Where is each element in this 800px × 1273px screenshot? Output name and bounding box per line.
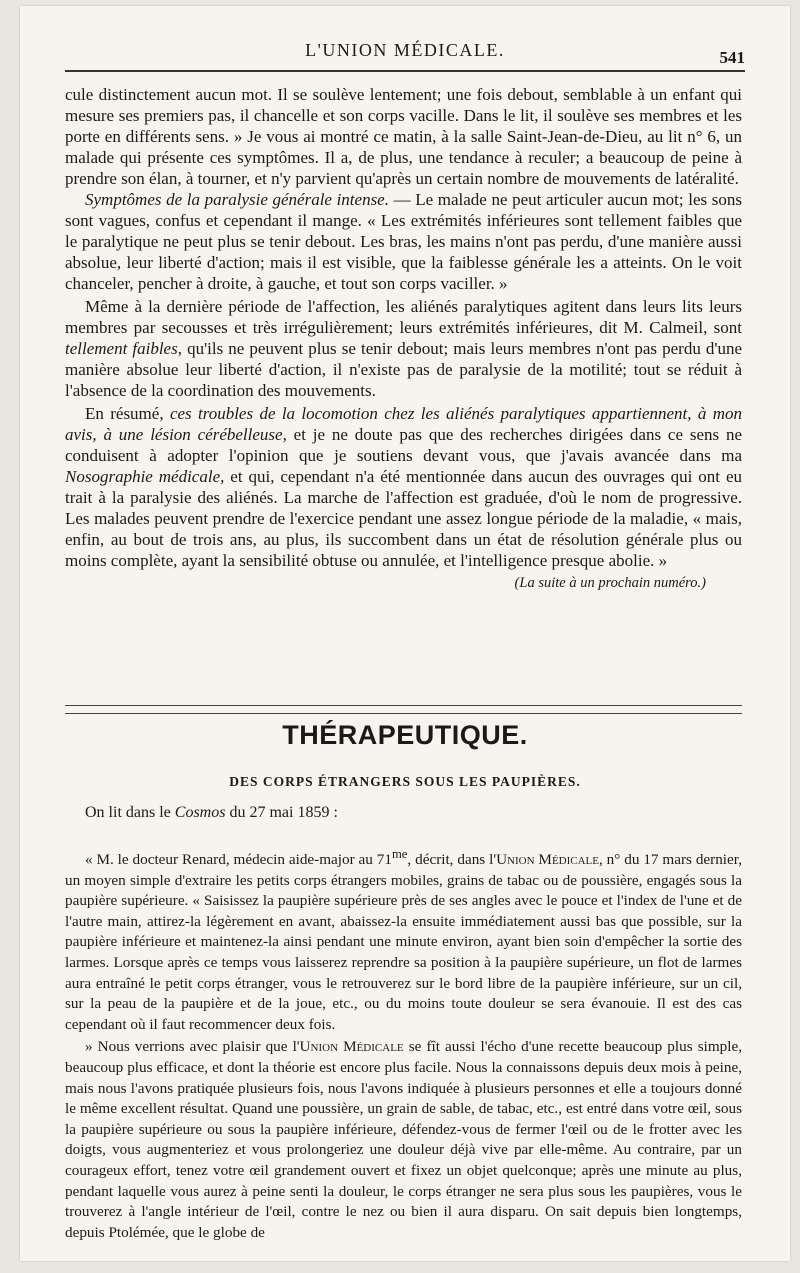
paragraph [65,189,742,294]
intro-text: du 27 mai 1859 : [225,804,338,821]
running-header [65,40,745,66]
emphasis-text: ces troubles de la locomotion chez les aliénés paralytiques appartiennent, à mon avis, à une lésion cérébelleuse, [65,404,742,444]
book-title: Nosographie médicale, [65,467,225,486]
page-number: 541 [719,48,745,67]
journal-name: Union Médicale [299,1038,404,1056]
journal-name: Union Médicale [496,851,599,869]
article-title: DES CORPS ÉTRANGERS SOUS LES PAUPIÈRES. [229,774,581,789]
paragraph [65,844,742,1035]
section-title: THÉRAPEUTIQUE. [282,720,528,750]
paragraph-text: » Nous verrions avec plaisir que l' [85,1038,300,1056]
emphasis-text: tellement faibles [65,339,178,358]
subheading: Symptômes de la paralysie générale intense. [85,190,389,209]
header-rule [65,70,745,72]
paragraph-text: — Le malade ne peut articuler aucun mot; les sons sont vagues, confus et cependant il mange. « Les extrémités inférieures sont tellement faibles que le paralytique ne peut plus se tenir debout. Les bras, les mains n'ont pas perdu, d'une manière aussi absolue, leur liberté d'action; mais il est visible, que la faiblesse générale les a atteints. On le voit chanceler, pencher à droite, à gauche, et tout son corps vaciller. » [65,190,742,293]
paragraph-text: « M. le docteur Renard, médecin aide-major au 71 [85,851,392,869]
paragraph-text: et qui, cependant n'a été mentionnée dans aucun des ouvrages qui ont eu trait à la paralysie des aliénés. La marche de l'affection est graduée, d'où le nom de progressive. Les malades peuvent prendre de l'exercice pendant une assez longue période de la maladie, « mais, enfin, au bout de trois ans, au plus, ils succombent dans un état de résolution générale plus ou moins complète, ayant la sensibilité obtuse ou annulée, et l'intelligence presque abolie. » [65,467,742,570]
paragraph-text: , décrit, dans l' [407,851,497,869]
article-continuation [65,84,742,594]
journal-title: L'UNION MÉDICALE. [305,40,505,60]
intro-text: On lit dans le [85,804,175,821]
section-divider [65,705,742,714]
paragraph-text: se fît aussi l'écho d'une recette beaucoup plus simple, beaucoup plus efficace, et dont la théorie est encore plus facile. Nous la connaissons depuis deux mois à peine, mais nous l'avons pratiquée plusieurs fois, nous l'avons indiquée à plusieurs personnes et elle a toujours donné le même excellent résultat. Quand une poussière, un grain de sable, de tabac, etc., est entré dans votre œil, sous la paupière supérieure ou sous la paupière inférieure, défendez-vous de fermer l'œil ou de le frotter avec les doigts, vous augmenteriez et vous prolongeriez une douleur déjà vive par elle-même. Au contraire, par un courageux effort, tenez votre œil grandement ouvert et fixez un objet quelconque; après une minute au plus, pendant laquelle vous aurez à peine senti la douleur, le corps étranger ne sera plus sous les paupières, vous le trouverez à l'angle intérieur de l'œil, contre le nez ou bien il aura disparu. On sait depuis bien longtemps, depuis Ptolémée, que le globe de [65,1038,742,1241]
paragraph-text: et je ne doute pas que des recherches dirigées dans ce sens ne conduisent à adopter l'opinion que je soutiens devant vous, que j'avais avancée dans ma [65,425,742,465]
paragraph [65,296,742,401]
book-page [20,6,790,1261]
paragraph-text: En résumé, [85,404,170,423]
continued-note: (La suite à un prochain numéro.) [514,575,706,591]
paragraph: cule distinctement aucun mot. Il se soulève lentement; une fois debout, semblable à un enfant qui mesure ses premiers pas, il chancelle et son corps vacille. Dans le lit, il soulève ses membres et les porte en différents sens. » Je vous ai montré ce matin, à la salle Saint-Jean-de-Dieu, au lit n° 6, un malade qui présente ces symptômes. Il a, de plus, une tendance à reculer; a beaucoup de peine à prendre son élan, à tourner, et n'y parvient qu'après un certain nombre de mouvements de latéralité. [65,85,742,188]
paragraph-text: Même à la dernière période de l'affection, les aliénés paralytiques agitent dans leurs lits leurs membres par secousses et très irrégulièrement; leurs extrémités inférieures, dit M. Calmeil, sont [65,297,742,337]
paragraph-text: , n° du 17 mars dernier, un moyen simple d'extraire les petits corps étrangers mobiles, grains de tabac ou de poussière, engagés sous la paupière supérieure. « Saisissez la paupière supérieure près de ses angles avec le pouce et l'index de l'une et de l'autre main, attirez-la légèrement en avant, abaissez-la ensuite immédiatement aussi bas que possible, sur la paupière inférieure et maintenez-la ainsi pendant une minute environ, ayant bien soin d'empêcher la sortie des larmes. Lorsque après ce temps vous laisserez reprendre sa position à la paupière supérieure, un flot de larmes aura entraîné le petit corps étranger, vous le retrouverez sur le bord libre de la paupière inférieure, sur un cil, sur la peau de la paupière et de la joue, etc., ou du moins toute douleur se sera évanouie. Il est des cas cependant où il faut recommencer deux fois. [65,851,743,1033]
article-body [65,844,742,1243]
intro-line [85,804,338,822]
paragraph-text: , qu'ils ne peuvent plus se tenir debout; mais leurs membres n'ont pas perdu d'une manière absolue leur liberté d'action, il n'existe pas de paralysie de la motilité; tout se réduit à l'absence de la coordination des mouvements. [65,339,743,400]
paragraph [65,1037,742,1243]
journal-reference: Cosmos [174,804,226,821]
paragraph [65,403,742,571]
superscript: me [391,847,408,861]
